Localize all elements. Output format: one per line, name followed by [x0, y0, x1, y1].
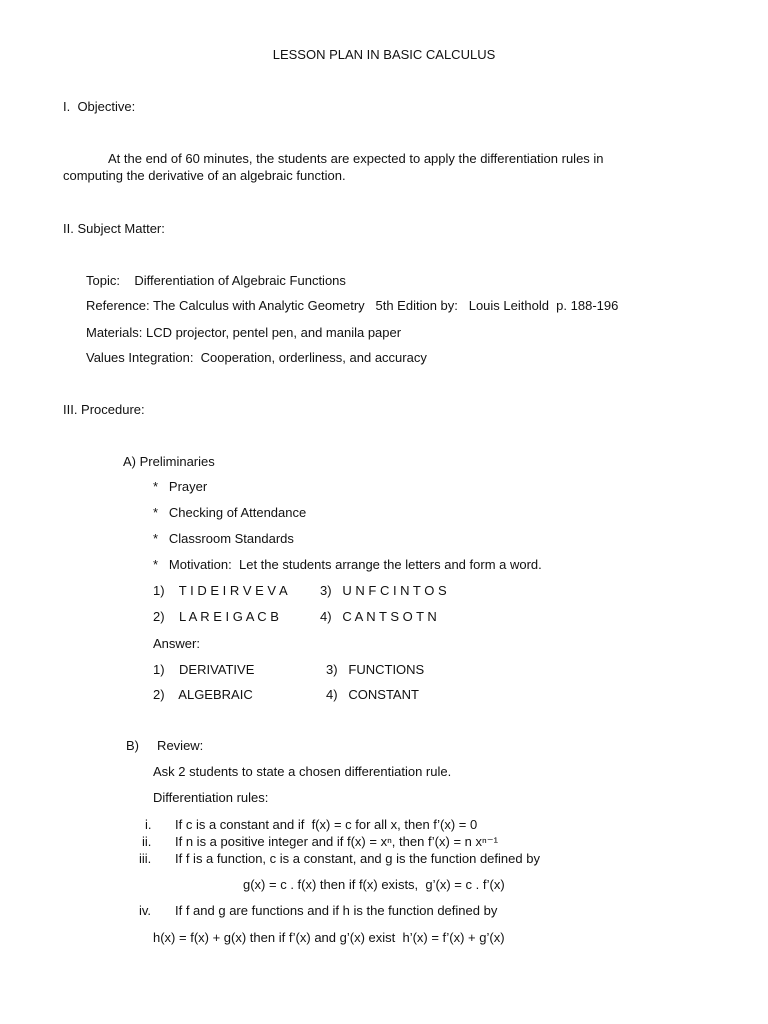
rule-text: If c is a constant and if f(x) = c for all x, then f’(x) = 0	[175, 817, 478, 832]
rule-text: If n is a positive integer and if f(x) = xⁿ, then f’(x) = n xⁿ⁻¹	[175, 834, 498, 849]
rule-formula: g(x) = c . f(x) then if f(x) exists, g’(x) = c . f’(x)	[243, 877, 505, 892]
rule-number: ii.	[142, 834, 152, 849]
preliminary-item: * Checking of Attendance	[153, 505, 307, 520]
rule-number: iv.	[139, 903, 152, 918]
procedure-heading: III. Procedure:	[63, 402, 145, 417]
preliminaries-heading: A) Preliminaries	[123, 454, 215, 469]
scrambled-word-2: 2) L A R E I G A C B	[153, 609, 279, 624]
preliminary-item: * Prayer	[153, 479, 208, 494]
materials-line: Materials: LCD projector, pentel pen, and manila paper	[86, 325, 402, 340]
objective-heading: I. Objective:	[63, 99, 136, 114]
rule-formula: h(x) = f(x) + g(x) then if f’(x) and g’(x) exist h’(x) = f’(x) + g’(x)	[153, 930, 505, 945]
subject-matter-heading: II. Subject Matter:	[63, 221, 165, 236]
topic-line: Topic: Differentiation of Algebraic Functions	[86, 273, 346, 288]
differentiation-rules-label: Differentiation rules:	[153, 790, 269, 805]
preliminary-item: * Motivation: Let the students arrange the letters and form a word.	[153, 557, 542, 572]
reference-line: Reference: The Calculus with Analytic Geometry 5th Edition by: Louis Leithold p. 188-196	[86, 298, 619, 313]
review-heading: B) Review:	[126, 738, 204, 753]
answer-2: 2) ALGEBRAIC	[153, 687, 253, 702]
rule-number: i.	[145, 817, 152, 832]
answer-label: Answer:	[153, 636, 200, 651]
scrambled-word-4: 4) C A N T S O T N	[320, 609, 437, 624]
review-instruction: Ask 2 students to state a chosen differentiation rule.	[153, 764, 452, 779]
objective-text-line-1: At the end of 60 minutes, the students are expected to apply the differentiation rules in	[108, 151, 604, 166]
scrambled-word-1: 1) T I D E I R V E V A	[153, 583, 288, 598]
rule-text: If f and g are functions and if h is the function defined by	[175, 903, 498, 918]
document-title: LESSON PLAN IN BASIC CALCULUS	[272, 47, 496, 62]
preliminary-item: * Classroom Standards	[153, 531, 294, 546]
rule-number: iii.	[139, 851, 152, 866]
values-integration-line: Values Integration: Cooperation, orderliness, and accuracy	[86, 350, 427, 365]
answer-1: 1) DERIVATIVE	[153, 662, 255, 677]
answer-4: 4) CONSTANT	[326, 687, 419, 702]
rule-text: If f is a function, c is a constant, and g is the function defined by	[175, 851, 540, 866]
scrambled-word-3: 3) U N F C I N T O S	[320, 583, 447, 598]
answer-3: 3) FUNCTIONS	[326, 662, 425, 677]
objective-text-line-2: computing the derivative of an algebraic function.	[63, 168, 346, 183]
